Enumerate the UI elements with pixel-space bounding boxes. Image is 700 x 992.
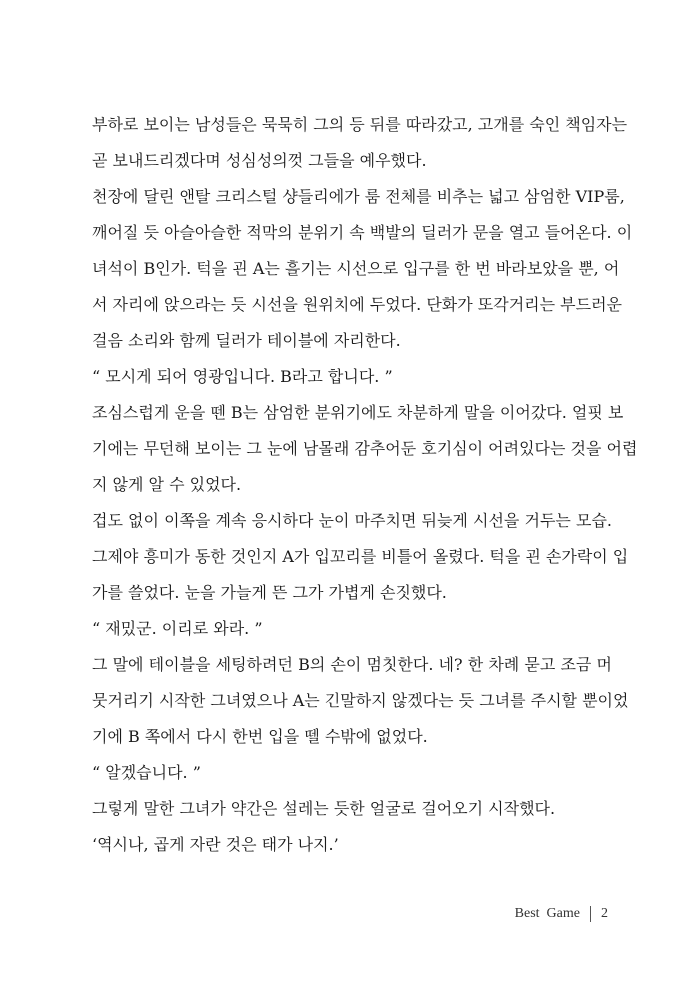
dialogue-line: “ 알겠습니다. ” [92,763,201,782]
text-line: 겁도 없이 이쪽을 계속 응시하다 눈이 마주치면 뒤늦게 시선을 거두는 모습. [92,511,612,530]
page-number: 2 [601,906,608,921]
text-line: 가를 쓸었다. 눈을 가늘게 뜬 그가 가볍게 손짓했다. [92,583,447,602]
text-line: 조심스럽게 운을 뗀 B는 삼엄한 분위기에도 차분하게 말을 이어갔다. 얼핏 보 [92,403,624,422]
text-line: 녀석이 B인가. 턱을 괸 A는 흘기는 시선으로 입구를 한 번 바라보았을 뿐, 어 [92,259,620,278]
thought-line: ‘역시나, 곱게 자란 것은 태가 나지.’ [92,835,339,854]
dialogue-line: “ 모시게 되어 영광입니다. B라고 합니다. ” [92,367,393,386]
text-line: 천장에 달린 앤탈 크리스털 샹들리에가 룸 전체를 비추는 넓고 삼엄한 VIP룸, [92,187,625,206]
text-line: 지 않게 알 수 있었다. [92,475,242,494]
text-line: 서 자리에 앉으라는 듯 시선을 원위치에 두었다. 단화가 또각거리는 부드러운 [92,295,622,314]
text-line: 기에 B 쪽에서 다시 한번 입을 뗄 수밖에 없었다. [92,727,428,746]
text-line: 뭇거리기 시작한 그녀였으나 A는 긴말하지 않겠다는 듯 그녀를 주시할 뿐이었 [92,691,629,710]
text-line: 깨어질 듯 아슬아슬한 적막의 분위기 속 백발의 딜러가 문을 열고 들어온다. 이 [92,223,633,242]
text-line: 걸음 소리와 함께 딜러가 테이블에 자리한다. [92,331,401,350]
text-line: 그렇게 말한 그녀가 약간은 설레는 듯한 얼굴로 걸어오기 시작했다. [92,799,556,818]
footer-divider [590,906,591,922]
text-line: 곧 보내드리겠다며 성심성의껏 그들을 예우했다. [92,151,427,170]
book-title: Best Game [514,906,580,921]
text-line: 부하로 보이는 남성들은 묵묵히 그의 등 뒤를 따라갔고, 고개를 숙인 책임자는 [92,115,628,134]
page-footer [515,902,608,926]
text-line: 기에는 무던해 보이는 그 눈에 남몰래 감추어둔 호기심이 어려있다는 것을 어렵 [92,439,638,458]
dialogue-line: “ 재밌군. 이리로 와라. ” [92,619,263,638]
text-line: 그 말에 테이블을 세팅하려던 B의 손이 멈칫한다. 네? 한 차례 묻고 조금 머 [92,655,612,674]
text-line: 그제야 흥미가 동한 것인지 A가 입꼬리를 비틀어 올렸다. 턱을 괸 손가락이 입 [92,547,629,566]
